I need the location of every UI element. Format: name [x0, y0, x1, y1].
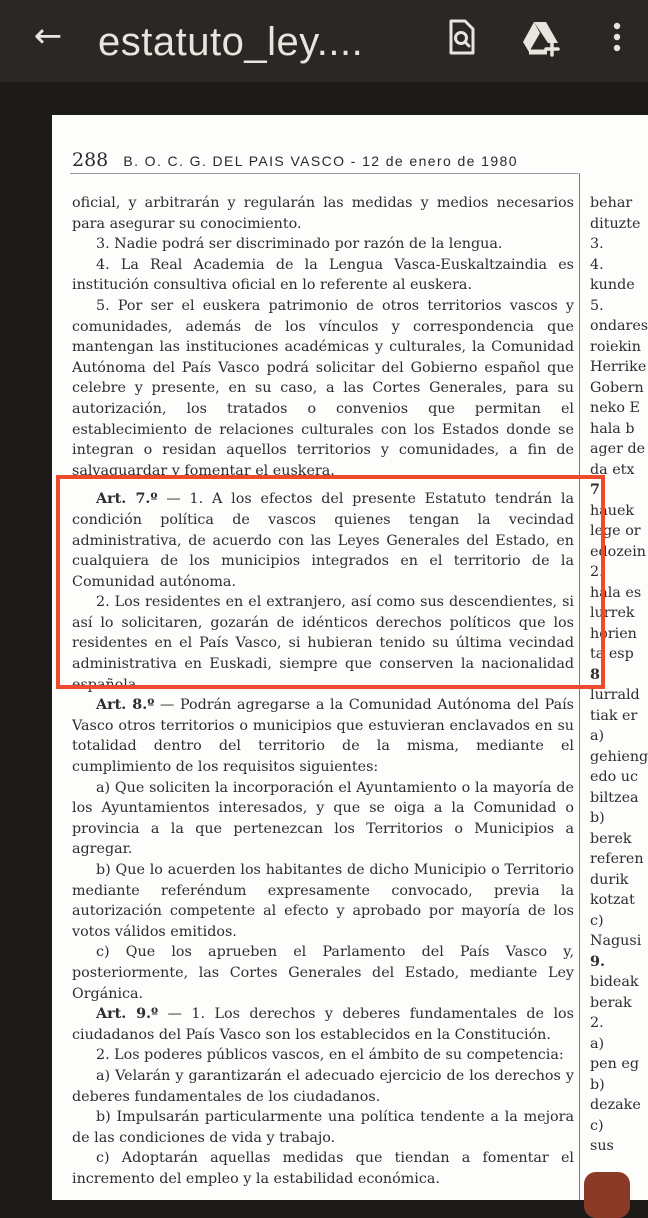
- header-rule: [70, 173, 578, 174]
- paragraph: 4. La Real Academia de la Lengua Vasca-Euskaltzaindia es institución consultiva oficial en lo referente al euskera.: [72, 256, 574, 294]
- side-column-line: gehieng: [590, 748, 648, 765]
- side-column-line: hauek: [590, 502, 635, 519]
- basque-column: [590, 193, 648, 1157]
- document-page[interactable]: [52, 115, 648, 1200]
- side-column-line: horien: [590, 625, 637, 642]
- paragraph: b) Impulsarán particularmente una política tendente a la mejora de las condiciones de vida y trabajo.: [72, 1109, 574, 1146]
- side-column-line: dituzte: [590, 215, 641, 232]
- side-column-line: lurrek: [590, 605, 635, 621]
- search-document-icon[interactable]: [440, 16, 482, 58]
- side-column-line: ta esp: [590, 646, 634, 662]
- side-column-line: b): [590, 1076, 605, 1093]
- article-8: [72, 695, 574, 777]
- side-column-line: dezake: [590, 1097, 641, 1113]
- paragraph: a) Que soliciten la incorporación el Ayuntamiento o la mayoría de los Ayuntamientos interesados, y que se oiga a la Comunidad o provincia a la que pertenezcan los Territorios o Municipios a agregar.: [72, 779, 574, 858]
- article-7: [72, 489, 574, 592]
- side-column-line: hala b: [590, 420, 635, 437]
- side-column-line: sus: [590, 1138, 614, 1154]
- side-column-line: Nagusi: [590, 933, 642, 949]
- floating-action-button[interactable]: [584, 1172, 630, 1218]
- side-column-line: edozein: [590, 543, 646, 560]
- side-column-line: neko E: [590, 400, 640, 416]
- article-text: — 1. Los derechos y deberes fundamentales de los ciudadanos del País Vasco son los establecidos en la Constitución.: [72, 1006, 574, 1043]
- paragraph: 5. Por ser el euskera patrimonio de otros territorios vascos y comunidades, además de los vínculos y correspondencia que mantengan las instituciones académicas y culturales, la Comunidad Autónoma del País Vasco podrá solicitar del Gobierno español que celebre y presente, en su caso, a las Cortes Generales, para su autorización, los tratados o convenios que permitan el establecimiento de relaciones culturales con los Estados donde se integran o residan aquellos territorios y comunidades, a fin de salvaguardar y fomentar el euskera.: [72, 297, 574, 479]
- side-column-line: roiekin: [590, 338, 641, 355]
- side-column-line: a): [590, 728, 605, 744]
- side-column-line: hala es: [590, 584, 642, 601]
- side-column-line: c): [590, 912, 604, 929]
- side-column-line: Herrike: [590, 359, 647, 375]
- side-column-line: pen eg: [590, 1056, 639, 1072]
- side-column-line: behar: [590, 195, 633, 211]
- drive-add-icon[interactable]: [520, 16, 562, 58]
- more-vert-icon[interactable]: [596, 16, 638, 58]
- document-title: estatuto_ley....: [98, 20, 364, 64]
- side-column-line: 7.: [590, 482, 605, 498]
- side-column-line: da etx: [590, 461, 635, 478]
- side-column-line: kotzat: [590, 892, 635, 908]
- paragraph: 2. Los poderes públicos vascos, en el ámbito de su competencia:: [96, 1047, 564, 1064]
- side-column-line: 2.: [590, 564, 604, 580]
- side-column-line: 9.: [590, 953, 605, 970]
- paragraph: b) Que lo acuerden los habitantes de dicho Municipio o Territorio mediante referéndum expresamente convocado, previa la autorización competente al efecto y aprobado por mayoría de los votos válidos emitidos.: [72, 862, 574, 940]
- side-column-line: 5.: [590, 297, 604, 314]
- article-label: Art. 9.º: [96, 1006, 159, 1023]
- side-column-line: 8.: [590, 666, 605, 683]
- side-column-line: berek: [590, 830, 632, 847]
- side-column-line: bideak: [590, 974, 639, 990]
- article-9: [72, 1004, 574, 1045]
- arrow-back-icon[interactable]: ←: [33, 16, 63, 56]
- side-column-line: edo uc: [590, 769, 638, 785]
- side-column-line: Gobern: [590, 379, 644, 396]
- paragraph: oficial, y arbitrarán y regularán las medidas y medios necesarios para asegurar su conocimiento.: [72, 195, 574, 232]
- main-column: [72, 193, 574, 1190]
- side-column-line: a): [590, 1035, 605, 1052]
- side-column-line: lurrald: [590, 687, 640, 703]
- page-header: [72, 149, 552, 175]
- side-column-line: 2.: [590, 1015, 604, 1031]
- article-text: — Podrán agregarse a la Comunidad Autónoma del País Vasco otros territorios o municipios que estuvieran enclavados en su totalidad dentro del territorio de la misma, mediante el cumplimiento de los requisitos siguientes:: [72, 697, 575, 776]
- side-column-line: tiak er: [590, 707, 638, 724]
- article-label: Art. 7.º: [96, 491, 158, 508]
- side-column-line: referen: [590, 851, 644, 867]
- side-column-line: berak: [590, 994, 632, 1011]
- side-column-line: c): [590, 1117, 604, 1134]
- side-column-line: biltzea: [590, 789, 639, 806]
- side-column-line: b): [590, 810, 605, 826]
- article-label: Art. 8.º: [96, 697, 155, 714]
- side-column-line: 4.: [590, 256, 604, 273]
- side-column-line: ager de: [590, 441, 646, 457]
- side-column-line: 3.: [590, 236, 604, 252]
- article-text: — 1. A los efectos del presente Estatuto tendrán la condición política de vascos quienes tengan la vecindad administrativa, de acuerdo con las Leyes Generales del Estado, en cualquiera de los municipios integrados en el territorio de la Comunidad autónoma.: [72, 491, 574, 590]
- app-toolbar: [0, 0, 648, 82]
- header-text: B. O. C. G. DEL PAIS VASCO - 12 de enero de 1980: [123, 153, 518, 169]
- side-column-line: durik: [590, 871, 629, 888]
- side-column-line: ondares: [590, 318, 648, 334]
- side-column-line: kunde: [590, 277, 635, 293]
- side-column-line: lege or: [590, 523, 641, 539]
- column-divider: [579, 173, 580, 1200]
- paragraph: 2. Los residentes en el extranjero, así como sus descendientes, si así lo solicitaren, gozarán de idénticos derechos políticos que los residentes en el País Vasco, si hubieran tenido su última vecindad administrativa en Euskadi, siempre que conserven la nacionalidad española.: [72, 594, 574, 693]
- paragraph: 3. Nadie podrá ser discriminado por razón de la lengua.: [96, 236, 503, 253]
- paragraph: a) Velarán y garantizarán el adecuado ejercicio de los derechos y deberes fundamentales de los ciudadanos.: [72, 1067, 574, 1105]
- paragraph: c) Adoptarán aquellas medidas que tiendan a fomentar el incremento del empleo y la estabilidad económica.: [72, 1150, 574, 1187]
- page-number: 288: [72, 149, 109, 171]
- paragraph: c) Que los aprueben el Parlamento del País Vasco y, posteriormente, las Cortes Generales del Estado, mediante Ley Orgánica.: [72, 944, 574, 1002]
